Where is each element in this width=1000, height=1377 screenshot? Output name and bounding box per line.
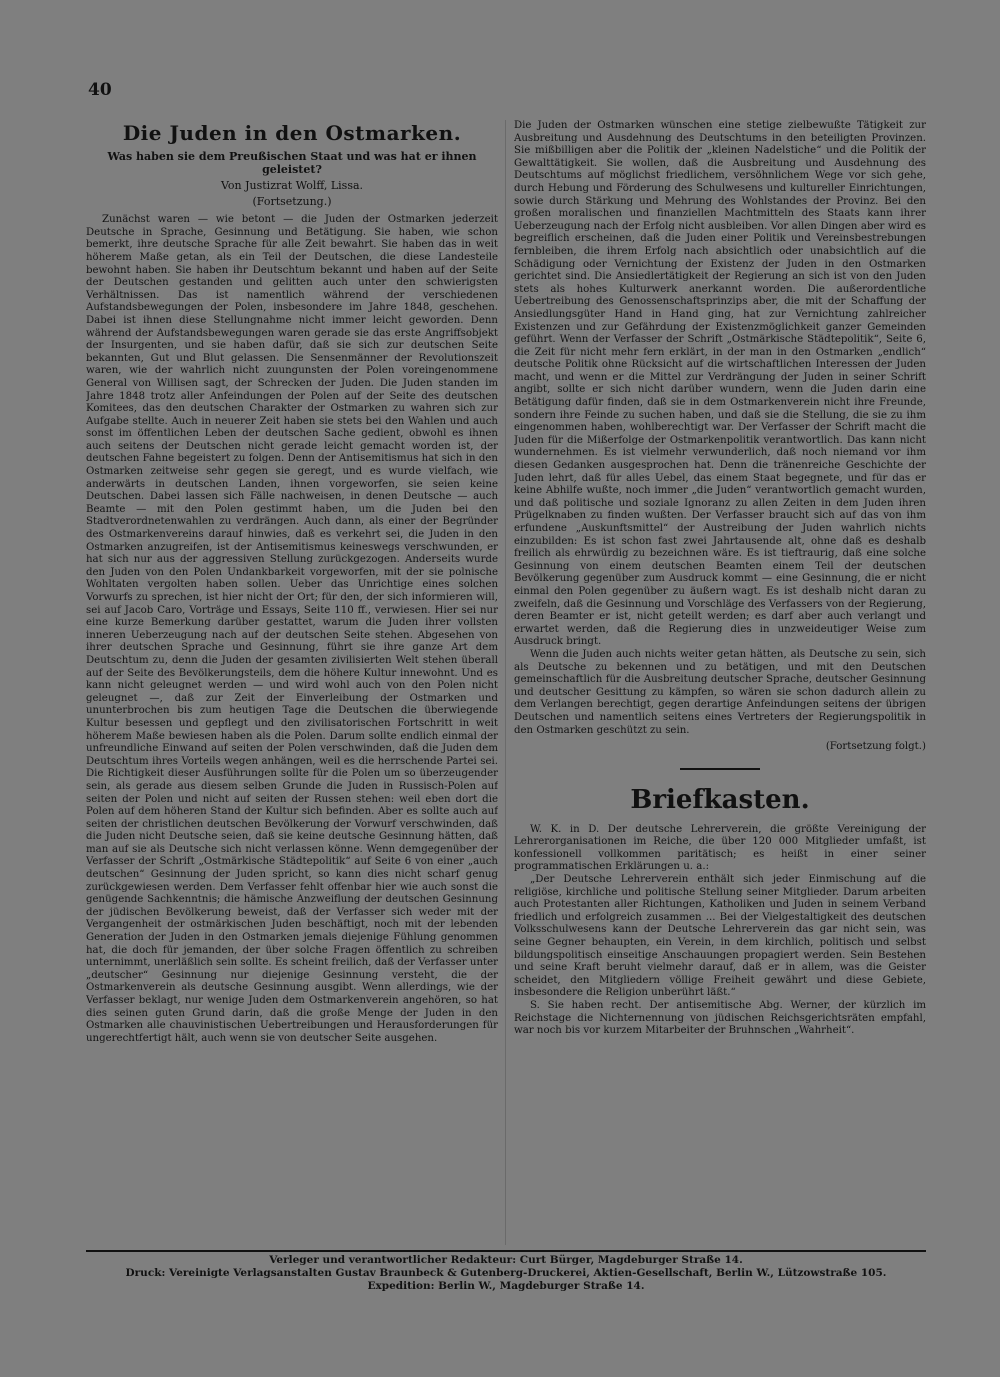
article-paragraph: Zunächst waren — wie betont — die Juden der Ostmarken jederzeit Deutsche in Sprache, Gesinnung und Betätigung. Sie haben, wie schon bemerkt, ihre deutsche Sprache für alle Zeit bewahrt. Sie haben das in weit höherem Maße getan, als ein Teil der Deutschen, die diese Landesteile bewohnt haben. Sie haben ihr Deutschtum bekannt und haben auf der Seite der Deutschen gestanden und gelitten auch unter den schwierigsten Verhältnissen. Das ist namentlich während der verschiedenen Aufstandsbewegungen der Polen, insbesondere im Jahre 1848, geschehen. Dabei ist ihnen diese Stellungnahme nicht immer leicht geworden. Denn während der Aufstandsbewegungen waren gerade sie das erste Angriffsobjekt der Insurgenten, und sie haben dafür, daß sie sich zur deutschen Seite bekannten, Gut und Blut gelassen. Die Sensenmänner der Revolutionszeit waren, wie der wahrlich nicht zuungunsten der Polen voreingenommene General von Willisen sagt, der Schrecken der Juden. Die Juden standen im Jahre 1848 trotz aller Anfeindungen der Polen auf der Seite des deutschen Komitees, das den deutschen Charakter der Ostmarken zu wahren sich zur Aufgabe stellte. Auch in neuerer Zeit haben sie stets bei den Wahlen und auch sonst im öffentlichen Leben der deutschen Sache gedient, obwohl es ihnen auch seitens der Deutschen nicht gerade leicht gemacht worden ist, der deutschen Fahne begeistert zu folgen. Denn der Antisemitismus hat sich in den Ostmarken zeitweise sehr gegen sie geregt, und es wurde vielfach, wie anderwärts in deutschen Landen, ihnen vorgeworfen, sie seien keine Deutschen. Dabei lassen sich Fälle nachweisen, in denen Deutsche — auch Beamte — mit den Polen gestimmt haben, um die Juden bei den Stadtverordnetenwahlen zu verdrängen. Auch dann, als einer der Begründer des Ostmarkenvereins darauf hinwies, daß es verkehrt sei, die Juden in den Ostmarken anzugreifen, ist der Antisemitismus keineswegs verschwunden, er hat sich nur aus der aggressiven Stellung zurückgezogen. Anderseits wurde den Juden von den Polen Undankbarkeit vorgeworfen, mit der sie polnische Wohltaten vergolten haben sollen. Ueber das Unrichtige eines solchen Vorwurfs zu sprechen, ist hier nicht der Ort; für den, der sich informieren will, sei auf Jacob Caro, Vorträge und Essays, Seite 110 ff., verwiesen. Hier sei nur eine kurze Bemerkung darüber gestattet, warum die Juden ihrer vollsten inneren Ueberzeugung nach auf der deutschen Seite stehen. Abgesehen von ihrer deutschen Sprache und Gesinnung, führt sie ihre ganze Art dem Deutschtum zu, denn die Juden der gesamten zivilisierten Welt stehen überall auf der Seite des Bevölkerungsteils, dem die höhere Kultur innewohnt. Und es kann nicht geleugnet werden — und wird wohl auch von den Polen nicht geleugnet —, daß zur Zeit der Einverleibung der Ostmarken und ununterbrochen bis zum heutigen Tage die Deutschen die überwiegende Kultur besessen und gepflegt und den zivilisatorischen Fortschritt in weit höherem Maße bewiesen haben als die Polen. Darum sollte endlich einmal der unfreundliche Einwand auf seiten der Polen verschwinden, daß die Juden dem Deutschtum ihres Vorteils wegen anhängen, weil es die herrschende Partei sei. Die Richtigkeit dieser Ausführungen sollte für die Polen um so überzeugender sein, als gerade aus diesem selben Grunde die Juden in Russisch-Polen auf seiten der Polen und nicht auf seiten der Russen stehen: weil eben dort die Polen auf dem höheren Stand der Kultur sich befinden. Aber es sollte auch auf seiten der christlichen deutschen Bevölkerung der Vorwurf verschwinden, daß die Juden nicht Deutsche seien, daß sie keine deutsche Gesinnung hätten, daß man auf sie als Deutsche sich nicht verlassen könne. Wenn demgegenüber der Verfasser der Schrift „Ostmärkische Städtepolitik“ auf Seite 6 von einer „auch deutschen“ Gesinnung der Juden spricht, so kann dies nicht scharf genug zurückgewiesen werden. Dem Verfasser fehlt offenbar hier wie auch sonst die genügende Sachkenntnis; die hämische Anzweiflung der deutschen Gesinnung der jüdischen Bevölkerung beweist, daß der Verfasser sich weder mit der Vergangenheit der ostmärkischen Juden beschäftigt, noch mit der lebenden Generation der Juden in den Ostmarken jemals diejenige Fühlung genommen hat, die doch für jemanden, der über solche Fragen öffentlich zu schreiben unternimmt, unerläßlich sein sollte. Es scheint freilich, daß der Verfasser unter „deutscher“ Gesinnung nur diejenige Gesinnung versteht, die der Ostmarkenverein als deutsche Gesinnung ausgibt. Wenn allerdings, wie der Verfasser beklagt, nur wenige Juden dem Ostmarkenverein angehören, so hat dies seinen guten Grund darin, daß die große Menge der Juden in den Ostmarken alle chauvinistischen Uebertreibungen und Herausforderungen für ungerechtfertigt hält, auch wenn sie von deutscher Seite ausgehen. xyxy=(86,214,498,1044)
imprint-expedition: Expedition: Berlin W., Magdeburger Straße 14. xyxy=(367,1280,645,1292)
imprint-printer: Druck: Vereinigte Verlagsanstalten Gustav Braunbeck & Gutenberg-Druckerei, Aktien-Gesellschaft, Berlin W., Lützowstraße 105. xyxy=(125,1267,887,1279)
imprint xyxy=(86,1250,926,1293)
left-column xyxy=(86,120,498,1245)
right-column xyxy=(514,120,926,1245)
article-title: Die Juden in den Ostmarken. xyxy=(122,121,462,145)
briefkasten-paragraph: S. Sie haben recht. Der antisemitische Abg. Werner, der kürzlich im Reichstage die Nichternennung von jüdischen Reichsgerichtsräten empfahl, war noch bis vor kurzem Mitarbeiter der Bruhnschen „Wahrheit“. xyxy=(514,1000,926,1037)
imprint-publisher: Verleger und verantwortlicher Redakteur: Curt Bürger, Magdeburger Straße 14. xyxy=(269,1254,743,1266)
article-author: Von Justizrat Wolff, Lissa. xyxy=(220,179,364,192)
briefkasten-paragraph: W. K. in D. Der deutsche Lehrerverein, die größte Vereinigung der Lehrerorganisationen im Reiche, die über 120 000 Mitglieder umfaßt, ist konfessionell vollkommen paritätisch; es heißt in einer seiner programmatischen Erklärungen u. a.: xyxy=(514,823,926,873)
briefkasten-title: Briefkasten. xyxy=(630,784,810,815)
section-divider xyxy=(680,768,760,770)
article-paragraph: Wenn die Juden auch nichts weiter getan hätten, als Deutsche zu sein, sich als Deutsche zu bekennen und zu betätigen, und mit den Deutschen gemeinschaftlich für die Ausbreitung deutscher Sprache, deutscher Gesinnung und deutscher Gesittung zu kämpfen, so wären sie schon dadurch allein zu dem Verlangen berechtigt, gegen derartige Anfeindungen seitens der übrigen Deutschen und namentlich seitens eines Vertreters der Regierungspolitik in den Ostmarken geschützt zu sein. xyxy=(514,648,926,736)
column-divider xyxy=(505,120,506,1245)
briefkasten-quote: „Der Deutsche Lehrerverein enthält sich jeder Einmischung auf die religiöse, kirchliche und politische Stellung seiner Mitglieder. Darum arbeiten auch Protestanten aller Richtungen, Katholiken und Juden in seinem Verband friedlich und erfolgreich zusammen ... Bei der Vielgestaltigkeit des deutschen Volksschulwesens kann der Deutsche Lehrerverein das gar nicht sein, was seine Gegner behaupten, ein Verein, in dem kirchlich, politisch und selbst bildungspolitisch einseitige Anschauungen propagiert werden. Sein Bestehen und seine Kraft beruht vielmehr darauf, daß er in allem, was die Geister scheidet, den Mitgliedern völlige Freiheit gewährt und diese Gebiete, insbesondere die Religion unberührt läßt.“ xyxy=(514,874,926,999)
continuation-note: (Fortsetzung.) xyxy=(252,194,332,208)
to-be-continued: (Fortsetzung folgt.) xyxy=(825,741,926,753)
article-paragraph: Die Juden der Ostmarken wünschen eine stetige zielbewußte Tätigkeit zur Ausbreitung und Ausdehnung des Deutschtums in den beteiligten Provinzen. Sie mißbilligen aber die Politik der „kleinen Nadelstiche“ und die Politik der Gewalttätigkeit. Sie wollen, daß die Ausbreitung und Ausdehnung des Deutschtums auf möglichst friedlichem, versöhnlichem Wege vor sich gehe, durch Hebung und Förderung des Schulwesens und kultureller Einrichtungen, sowie durch Stärkung und Mehrung des Wohlstandes der Provinz. Bei den großen moralischen und finanziellen Machtmitteln des Staats kann ihrer Ueberzeugung nach der Erfolg nicht ausbleiben. Vor allen Dingen aber wird es begreiflich erscheinen, daß die Juden einer Politik und Vereinsbestrebungen fernbleiben, die ihrem Erfolg nach absichtlich oder unabsichtlich auf die Schädigung oder Vernichtung der Existenz der Juden in den Ostmarken gerichtet sind. Die Ansiedlertätigkeit der Regierung an sich ist von den Juden stets als hohes Kulturwerk anerkannt worden. Die außerordentliche Uebertreibung des Genossenschaftsprinzips aber, die mit der Schaffung der Ansiedlungsgüter Hand in Hand ging, hat zur Vernichtung zahlreicher Existenzen und zur Gefährdung der Existenzmöglichkeit ganzer Gemeinden geführt. Wenn der Verfasser der Schrift „Ostmärkische Städtepolitik“, Seite 6, die Zeit für nicht mehr fern erklärt, in der man in den Ostmarken „endlich“ deutsche Politik ohne Rücksicht auf die wirtschaftlichen Interessen der Juden macht, und wenn er die Mittel zur Verdrängung der Juden in seiner Schrift angibt, sollte er sich nicht darüber wundern, wenn die Juden darin eine Betätigung dafür finden, daß sie in dem Ostmarkenverein nicht ihre Freunde, sondern ihre Feinde zu suchen haben, und daß sie die Stellung, die sie zu ihm eingenommen haben, wohlberechtigt war. Der Verfasser der Schrift macht die Juden für die Mißerfolge der Ostmarkenpolitik verantwortlich. Das kann nicht wundernehmen. Es ist vielmehr verwunderlich, daß noch niemand vor ihm diesen Gedanken ausgesprochen hat. Denn die tränenreiche Geschichte der Juden lehrt, daß für alles Uebel, das einem Staat begegnete, und für das er keine Abhilfe wußte, noch immer „die Juden“ verantwortlich gemacht wurden, und daß politische und soziale Ignoranz zu allen Zeiten in dem Juden ihren Prügelknaben zu finden wußten. Der Verfasser braucht sich auf das von ihm erfundene „Auskunftsmittel“ der Austreibung der Juden wahrlich nichts einzubilden: Es ist schon fast zwei Jahrtausende alt, ohne daß es deshalb freilich als ehrwürdig zu bezeichnen wäre. Es ist tieftraurig, daß eine solche Gesinnung von einem deutschen Beamten einem Teil der deutschen Bevölkerung gegenüber zum Ausdruck kommt — eine Gesinnung, die er nicht einmal den Polen gegenüber zu äußern wagt. Es ist deshalb nicht daran zu zweifeln, daß die Gesinnung und Vorschläge des Verfassers von der Regierung, deren Beamter er ist, nicht geteilt werden; es darf aber auch verlangt und erwartet werden, daß die Regierung dies in unzweideutiger Weise zum Ausdruck bringt. xyxy=(514,120,926,648)
page-number: 40 xyxy=(88,80,112,100)
article-subtitle: Was haben sie dem Preußischen Staat und was hat er ihnen geleistet? xyxy=(107,150,477,176)
